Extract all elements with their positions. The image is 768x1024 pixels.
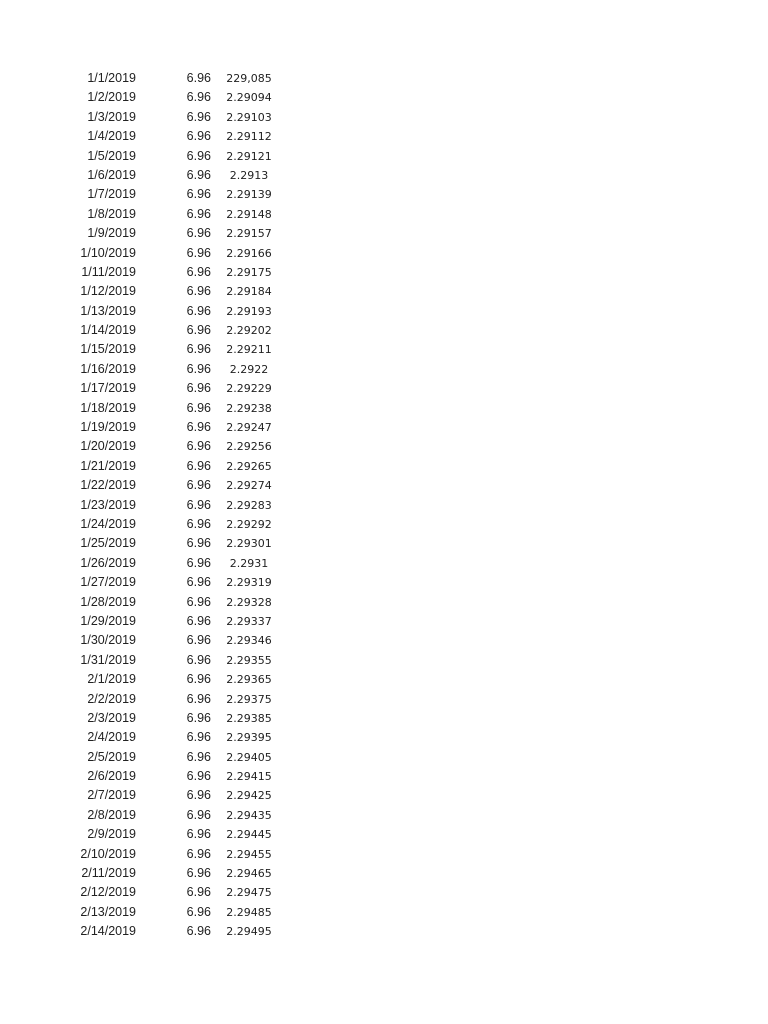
rate-cell: 6.96 (186, 400, 211, 415)
value-cell: 2.29328 (226, 595, 272, 609)
date-cell: 1/29/2019 (80, 613, 136, 628)
value-cell: 2.29346 (226, 634, 272, 648)
value-cell: 2.29094 (226, 91, 272, 105)
date-cell: 1/19/2019 (80, 420, 136, 435)
value-cell: 2.29103 (226, 110, 272, 124)
date-cell: 1/4/2019 (87, 129, 136, 144)
value-cell: 2.29319 (226, 576, 272, 590)
rate-cell: 6.96 (186, 129, 211, 144)
value-cell: 2.29425 (226, 789, 272, 803)
value-cell: 2.29265 (226, 459, 272, 473)
value-cell: 2.29435 (226, 808, 272, 822)
table-row (0, 806, 768, 825)
table-row (0, 476, 768, 495)
rate-cell: 6.96 (186, 594, 211, 609)
date-cell: 2/4/2019 (87, 730, 136, 745)
date-cell: 2/9/2019 (87, 827, 136, 842)
value-cell: 2.29139 (226, 188, 272, 202)
rate-cell: 6.96 (186, 497, 211, 512)
value-cell: 2.29283 (226, 498, 272, 512)
rate-cell: 6.96 (186, 710, 211, 725)
value-cell: 2.29415 (226, 770, 272, 784)
rate-cell: 6.96 (186, 885, 211, 900)
table-row (0, 437, 768, 456)
date-cell: 1/20/2019 (80, 439, 136, 454)
table-row (0, 263, 768, 282)
value-cell: 2.29211 (226, 343, 272, 357)
date-cell: 2/2/2019 (87, 691, 136, 706)
date-cell: 1/30/2019 (80, 633, 136, 648)
date-cell: 1/13/2019 (80, 303, 136, 318)
date-cell: 2/11/2019 (81, 866, 136, 881)
date-cell: 1/26/2019 (80, 555, 136, 570)
rate-cell: 6.96 (186, 478, 211, 493)
rate-cell: 6.96 (186, 691, 211, 706)
value-cell: 2.29395 (226, 731, 272, 745)
rate-cell: 6.96 (186, 206, 211, 221)
value-cell: 2.29445 (226, 828, 272, 842)
table-row (0, 534, 768, 553)
date-cell: 1/23/2019 (80, 497, 136, 512)
value-cell: 2.29202 (226, 324, 272, 338)
rate-cell: 6.96 (186, 924, 211, 939)
value-cell: 2.29337 (226, 614, 272, 628)
value-cell: 2.29193 (226, 304, 272, 318)
value-cell: 2.29184 (226, 285, 272, 299)
value-cell: 2.29238 (226, 401, 272, 415)
date-cell: 1/25/2019 (80, 536, 136, 551)
rate-cell: 6.96 (186, 807, 211, 822)
value-cell: 2.29256 (226, 440, 272, 454)
table-row (0, 883, 768, 902)
value-cell: 2.29355 (226, 653, 272, 667)
rate-cell: 6.96 (186, 575, 211, 590)
rate-cell: 6.96 (186, 613, 211, 628)
table-row (0, 147, 768, 166)
date-cell: 1/31/2019 (80, 652, 136, 667)
rate-cell: 6.96 (186, 730, 211, 745)
table-row (0, 244, 768, 263)
rate-cell: 6.96 (186, 264, 211, 279)
table-row (0, 69, 768, 88)
date-cell: 1/21/2019 (80, 458, 136, 473)
table-row (0, 127, 768, 146)
value-cell: 2.29301 (226, 537, 272, 551)
rate-cell: 6.96 (186, 633, 211, 648)
date-cell: 2/5/2019 (87, 749, 136, 764)
value-cell: 2.2922 (229, 362, 269, 376)
rate-cell: 6.96 (186, 652, 211, 667)
table-row (0, 340, 768, 359)
rate-cell: 6.96 (186, 284, 211, 299)
date-cell: 2/12/2019 (80, 885, 136, 900)
rate-cell: 6.96 (186, 148, 211, 163)
table-row (0, 496, 768, 515)
value-cell: 2.29365 (226, 673, 272, 687)
rate-cell: 6.96 (186, 749, 211, 764)
table-row (0, 593, 768, 612)
value-cell: 2.29465 (226, 867, 272, 881)
date-cell: 1/11/2019 (81, 264, 136, 279)
table-row (0, 825, 768, 844)
table-row (0, 728, 768, 747)
date-cell: 1/16/2019 (80, 361, 136, 376)
date-cell: 1/9/2019 (87, 226, 136, 241)
rate-cell: 6.96 (186, 672, 211, 687)
table-row (0, 631, 768, 650)
date-cell: 1/6/2019 (87, 167, 136, 182)
date-cell: 1/15/2019 (80, 342, 136, 357)
rate-cell: 6.96 (186, 420, 211, 435)
rate-cell: 6.96 (186, 516, 211, 531)
rate-cell: 6.96 (186, 71, 211, 85)
data-table (0, 69, 768, 942)
value-cell: 2.29455 (226, 847, 272, 861)
table-row (0, 612, 768, 631)
value-cell: 2.29166 (226, 246, 272, 260)
table-row (0, 108, 768, 127)
value-cell: 2.29112 (226, 130, 272, 144)
value-cell: 229,085 (226, 72, 272, 85)
date-cell: 1/8/2019 (87, 206, 136, 221)
value-cell: 2.2913 (229, 168, 269, 182)
table-row (0, 864, 768, 883)
rate-cell: 6.96 (186, 109, 211, 124)
table-row (0, 786, 768, 805)
table-row (0, 767, 768, 786)
date-cell: 1/18/2019 (80, 400, 136, 415)
date-cell: 2/10/2019 (80, 846, 136, 861)
rate-cell: 6.96 (186, 342, 211, 357)
value-cell: 2.29375 (226, 692, 272, 706)
table-row (0, 282, 768, 301)
value-cell: 2.29485 (226, 905, 272, 919)
rate-cell: 6.96 (186, 458, 211, 473)
table-row (0, 903, 768, 922)
table-row (0, 690, 768, 709)
rate-cell: 6.96 (186, 439, 211, 454)
rate-cell: 6.96 (186, 555, 211, 570)
date-cell: 1/27/2019 (80, 575, 136, 590)
date-cell: 1/5/2019 (87, 148, 136, 163)
date-cell: 2/8/2019 (87, 807, 136, 822)
rate-cell: 6.96 (186, 827, 211, 842)
table-row (0, 670, 768, 689)
date-cell: 1/10/2019 (80, 245, 136, 260)
rate-cell: 6.96 (186, 381, 211, 396)
date-cell: 1/3/2019 (87, 109, 136, 124)
value-cell: 2.29148 (226, 207, 272, 221)
table-row (0, 748, 768, 767)
table-row (0, 360, 768, 379)
value-cell: 2.29274 (226, 479, 272, 493)
value-cell: 2.29121 (226, 149, 272, 163)
table-row (0, 302, 768, 321)
rate-cell: 6.96 (186, 536, 211, 551)
table-row (0, 845, 768, 864)
rate-cell: 6.96 (186, 904, 211, 919)
table-row (0, 651, 768, 670)
table-row (0, 515, 768, 534)
table-row (0, 321, 768, 340)
date-cell: 2/6/2019 (87, 769, 136, 784)
rate-cell: 6.96 (186, 226, 211, 241)
rate-cell: 6.96 (186, 361, 211, 376)
table-row (0, 185, 768, 204)
table-row (0, 709, 768, 728)
date-cell: 1/12/2019 (80, 284, 136, 299)
date-cell: 1/7/2019 (87, 187, 136, 202)
value-cell: 2.29175 (226, 265, 272, 279)
table-row (0, 166, 768, 185)
table-row (0, 205, 768, 224)
date-cell: 2/1/2019 (87, 672, 136, 687)
table-row (0, 554, 768, 573)
date-cell: 2/3/2019 (87, 710, 136, 725)
date-cell: 2/13/2019 (80, 904, 136, 919)
value-cell: 2.29405 (226, 750, 272, 764)
value-cell: 2.29385 (226, 711, 272, 725)
date-cell: 1/24/2019 (80, 516, 136, 531)
rate-cell: 6.96 (186, 303, 211, 318)
table-row (0, 379, 768, 398)
table-row (0, 457, 768, 476)
table-row (0, 399, 768, 418)
rate-cell: 6.96 (186, 769, 211, 784)
value-cell: 2.29292 (226, 517, 272, 531)
date-cell: 1/28/2019 (80, 594, 136, 609)
date-cell: 2/14/2019 (80, 924, 136, 939)
table-row (0, 224, 768, 243)
rate-cell: 6.96 (186, 245, 211, 260)
table-row (0, 922, 768, 941)
value-cell: 2.2931 (229, 556, 269, 570)
date-cell: 1/1/2019 (87, 71, 136, 85)
rate-cell: 6.96 (186, 323, 211, 338)
rate-cell: 6.96 (186, 187, 211, 202)
rate-cell: 6.96 (186, 90, 211, 105)
date-cell: 1/22/2019 (80, 478, 136, 493)
table-row (0, 573, 768, 592)
rate-cell: 6.96 (186, 167, 211, 182)
value-cell: 2.29495 (226, 925, 272, 939)
date-cell: 1/17/2019 (80, 381, 136, 396)
rate-cell: 6.96 (186, 846, 211, 861)
date-cell: 1/14/2019 (80, 323, 136, 338)
value-cell: 2.29157 (226, 227, 272, 241)
table-row (0, 418, 768, 437)
date-cell: 1/2/2019 (87, 90, 136, 105)
rate-cell: 6.96 (186, 866, 211, 881)
date-cell: 2/7/2019 (87, 788, 136, 803)
value-cell: 2.29475 (226, 886, 272, 900)
rate-cell: 6.96 (186, 788, 211, 803)
value-cell: 2.29247 (226, 421, 272, 435)
table-row (0, 88, 768, 107)
value-cell: 2.29229 (226, 382, 272, 396)
